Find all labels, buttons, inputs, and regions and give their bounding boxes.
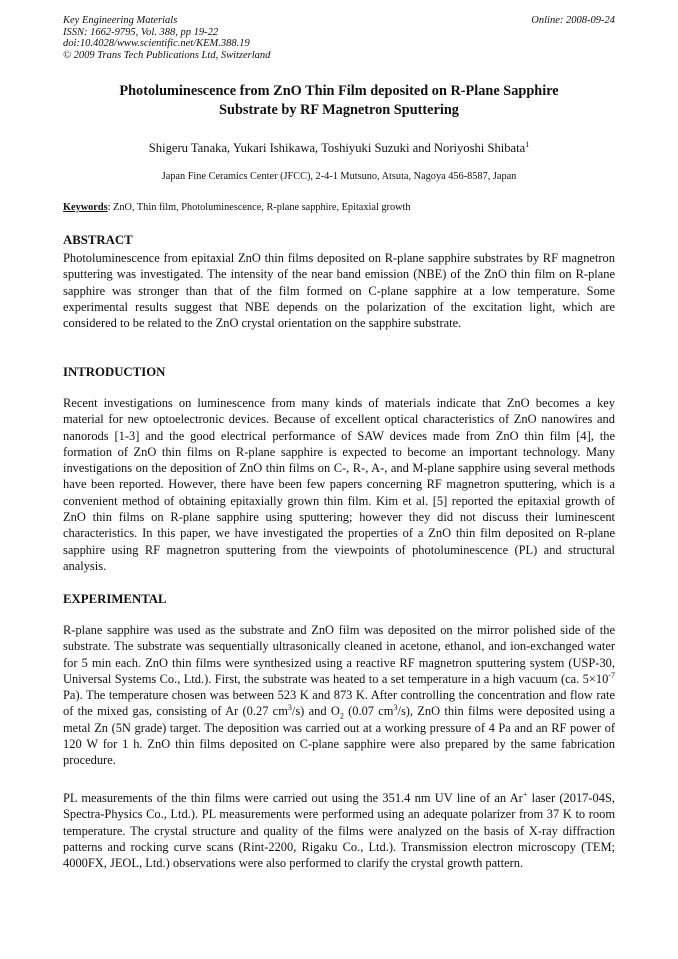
exp-p2-sup-1: +	[522, 789, 528, 799]
keywords	[63, 201, 615, 214]
exp-p1-sup-3: 3	[393, 703, 398, 713]
experimental-paragraph-2	[63, 790, 615, 871]
introduction-heading: INTRODUCTION	[63, 365, 166, 379]
exp-p1-text-c: /s) and O	[291, 704, 340, 719]
affiliation: Japan Fine Ceramics Center (JFCC), 2-4-1 Mutsuno, Atsuta, Nagoya 456-8587, Japan	[161, 171, 517, 182]
paper-title-line-1: Photoluminescence from ZnO Thin Film deposited on R-Plane Sapphire	[119, 83, 559, 99]
exp-p1-sup-2: 3	[287, 703, 292, 713]
abstract-paragraph: Photoluminescence from epitaxial ZnO thin films deposited on R-plane sapphire substrates by RF magnetron sputtering was investigated. The intensity of the near band emission (NBE) of the ZnO thin film on R-plane sapphire was stronger than that of the film formed on C-plane sapphire at a low temperature. Some experimental results suggest that NBE depends on the polarization of the excitation light, which are considered to be related to the ZnO crystal orientation on the sapphire substrate.	[63, 251, 615, 331]
experimental-heading: EXPERIMENTAL	[63, 592, 167, 606]
paper-title	[63, 82, 615, 120]
keywords-label: Keywords	[63, 202, 108, 213]
exp-p1-text-b: Pa). The temperature chosen was between 523 K and 873 K. After controlling the concentration and flow rate of the mixed gas, consisting of Ar (0.27 cm	[63, 688, 615, 719]
exp-p1-sup-1: -7	[608, 670, 615, 680]
experimental-paragraph-1	[63, 622, 615, 769]
paper-title-line-2: Substrate by RF Magnetron Sputtering	[219, 102, 459, 118]
author-superscript: 1	[525, 140, 530, 149]
exp-p2-text-a: PL measurements of the thin films were carried out using the 351.4 nm UV line of an Ar	[63, 791, 523, 805]
journal-copyright: © 2009 Trans Tech Publications Ltd, Switzerland	[63, 49, 271, 61]
exp-p2-text-b: laser (2017-04S, Spectra-Physics Co., Ltd.). PL measurements were performed using an adequate polarizer from 37 K to room temperature. The crystal structure and quality of the films were analyzed on the basis of X-ray diffraction patterns and rocking curve scans (Rint-2200, Rigaku Co., Ltd.). Transmission electron microscopy (TEM; 4000FX, JEOL, Ltd.) observations were also performed to clarify the crystal growth pattern.	[63, 791, 615, 871]
journal-doi: doi:10.4028/www.scientific.net/KEM.388.19	[63, 38, 250, 49]
exp-p1-text-e: /s), ZnO thin films were deposited using a metal Zn (5N grade) target. The deposition was carried out at a working pressure of 4 Pa and an RF power of 120 W for 1 h. ZnO thin films deposited on C-plane sapphire were also prepared by the same fabrication procedure.	[63, 704, 615, 768]
keywords-text: : ZnO, Thin film, Photoluminescence, R-plane sapphire, Epitaxial growth	[107, 202, 411, 213]
journal-name: Key Engineering Materials	[63, 15, 178, 26]
authors-text: Shigeru Tanaka, Yukari Ishikawa, Toshiyuki Suzuki and Noriyoshi Shibata	[148, 141, 526, 156]
author-list	[63, 137, 615, 156]
exp-p1-sub-1: 2	[339, 711, 344, 721]
online-date: Online: 2008-09-24	[531, 15, 615, 26]
exp-p1-text-d: (0.07 cm	[343, 704, 394, 719]
journal-header	[63, 15, 615, 61]
abstract-heading: ABSTRACT	[63, 233, 133, 247]
introduction-paragraph: Recent investigations on luminescence from many kinds of materials indicate that ZnO becomes a key material for new optoelectronic devices. Because of excellent optical characteristics of ZnO nanowires and nanorods [1-3] and the good electrical performance of SAW devices made from ZnO thin film [4], the formation of ZnO thin films on R-plane sapphire is expected to become an important technology. Many investigations on the deposition of ZnO thin films on C-, R-, A-, and M-plane sapphire using several methods have been reported. However, there have been few papers concerning RF magnetron sputtering, which is a convenient method of obtaining epitaxially grown thin film. Kim et al. [5] reported the epitaxial growth of ZnO thin films on R-plane sapphire using sputtering; however they did not discuss their luminescent characteristics. In this paper, we have investigated the properties of a ZnO thin film deposited on R-plane sapphire using RF magnetron sputtering from the viewpoints of photoluminescence (PL) and structural analysis.	[63, 396, 615, 573]
exp-p1-text-a: R-plane sapphire was used as the substrate and ZnO film was deposited on the mirror polished side of the substrate. The substrate was sequentially ultrasonically cleaned in acetone, ethanol, and ion-exchanged water for 5 min each. ZnO thin films were synthesized using a reactive RF magnetron sputtering system (USP-30, Universal Systems Co., Ltd.). First, the substrate was heated to a set temperature in a high vacuum (ca. 5×10	[63, 623, 615, 686]
journal-issn: ISSN: 1662-9795, Vol. 388, pp 19-22	[63, 26, 219, 38]
